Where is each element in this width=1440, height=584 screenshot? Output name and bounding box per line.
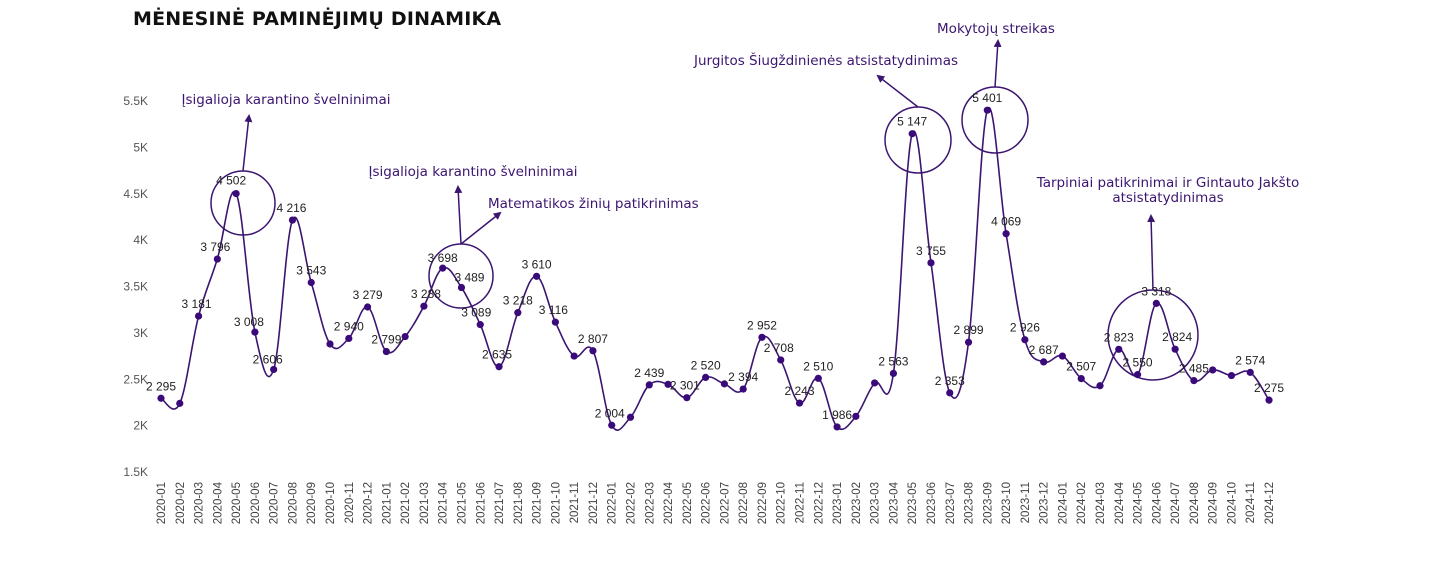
annotation-text-2021-05: Matematikos žinių patikrinimas bbox=[488, 196, 699, 212]
x-tick-label: 2023-09 bbox=[982, 482, 995, 525]
data-label-2022-03: 2 439 bbox=[634, 365, 665, 380]
x-tick-label: 2023-02 bbox=[850, 482, 863, 525]
y-tick-label: 1.5K bbox=[123, 465, 148, 479]
y-tick-label: 3.5K bbox=[123, 279, 148, 294]
data-point-2024-08 bbox=[1190, 377, 1197, 384]
x-tick-label: 2023-10 bbox=[1001, 482, 1014, 525]
data-point-2021-12 bbox=[589, 347, 596, 354]
data-label-2022-01: 2 004 bbox=[594, 406, 625, 421]
y-tick-label: 3K bbox=[133, 325, 148, 340]
x-tick-label: 2021-10 bbox=[550, 482, 563, 525]
x-tick-label: 2023-11 bbox=[1019, 482, 1032, 524]
x-tick-label: 2021-06 bbox=[475, 482, 488, 525]
x-tick-label: 2020-09 bbox=[306, 482, 319, 525]
y-axis bbox=[123, 94, 148, 479]
data-label-2022-11: 2 243 bbox=[784, 384, 815, 399]
annotation-text-2023-05: Jurgitos Šiugždinienės atsistatydinimas bbox=[693, 53, 959, 69]
data-label-2022-09: 2 952 bbox=[746, 318, 777, 333]
data-point-2021-06 bbox=[477, 321, 484, 328]
data-point-2023-09 bbox=[984, 107, 991, 114]
data-label-2021-09: 3 610 bbox=[521, 257, 552, 272]
data-point-2022-06 bbox=[702, 374, 709, 381]
data-point-2023-02 bbox=[852, 413, 859, 420]
x-tick-label: 2023-08 bbox=[963, 482, 976, 525]
x-tick-label: 2020-01 bbox=[156, 482, 168, 525]
data-label-2022-05: 2 301 bbox=[669, 378, 700, 393]
x-tick-label: 2024-01 bbox=[1057, 482, 1070, 525]
data-point-2024-06 bbox=[1153, 300, 1160, 307]
x-tick-label: 2021-03 bbox=[418, 482, 431, 525]
x-tick-label: 2024-02 bbox=[1076, 482, 1089, 525]
x-tick-label: 2022-06 bbox=[700, 482, 713, 525]
x-tick-label: 2024-04 bbox=[1113, 482, 1126, 525]
data-label-2023-04: 2 563 bbox=[878, 354, 909, 369]
annotation-arrow-2024-06 bbox=[1151, 216, 1153, 290]
x-tick-label: 2021-05 bbox=[456, 482, 469, 525]
data-label-2023-12: 2 687 bbox=[1028, 342, 1059, 357]
x-tick-label: 2020-07 bbox=[268, 482, 281, 525]
data-label-2023-09: 5 401 bbox=[972, 91, 1003, 106]
data-point-2020-08 bbox=[289, 216, 296, 223]
data-label-2024-11: 2 574 bbox=[1235, 353, 1266, 368]
data-point-2022-05 bbox=[683, 394, 690, 401]
data-point-2023-12 bbox=[1040, 358, 1047, 365]
y-tick-label: 5.5K bbox=[123, 94, 148, 108]
data-label-2022-06: 2 520 bbox=[690, 358, 721, 373]
x-tick-label: 2021-12 bbox=[587, 482, 600, 525]
annotation-arrow-2021-04 bbox=[458, 187, 461, 244]
annotation-text-2021-04: Įsigalioja karantino švelninimai bbox=[368, 164, 578, 180]
annotation-arrow-2023-09 bbox=[995, 41, 998, 87]
x-tick-label: 2020-08 bbox=[287, 482, 300, 525]
data-label-2021-03: 3 288 bbox=[410, 287, 441, 302]
data-point-2022-11 bbox=[796, 399, 803, 406]
data-label-2024-05: 2 550 bbox=[1122, 355, 1153, 370]
data-point-2022-12 bbox=[815, 375, 822, 382]
data-point-2020-04 bbox=[214, 255, 221, 262]
annotation-text-2020-05: Įsigalioja karantino švelninimai bbox=[181, 92, 391, 108]
data-point-2023-05 bbox=[909, 130, 916, 137]
data-point-2024-12 bbox=[1265, 397, 1272, 404]
data-label-2024-04: 2 823 bbox=[1103, 330, 1134, 345]
data-point-2023-10 bbox=[1003, 230, 1010, 237]
data-point-2020-03 bbox=[195, 312, 202, 319]
data-point-2024-05 bbox=[1134, 371, 1141, 378]
data-point-2024-11 bbox=[1247, 369, 1254, 376]
data-label-2024-07: 2 824 bbox=[1162, 330, 1193, 345]
x-tick-label: 2021-11 bbox=[569, 482, 582, 524]
data-label-2021-06: 3 089 bbox=[461, 305, 492, 320]
data-label-2022-10: 2 708 bbox=[763, 340, 794, 355]
data-point-2024-07 bbox=[1172, 346, 1179, 353]
data-label-2020-01: 2 295 bbox=[145, 379, 177, 394]
data-label-2021-10: 3 116 bbox=[538, 303, 568, 318]
x-tick-label: 2022-02 bbox=[625, 482, 638, 525]
data-point-2020-01 bbox=[157, 395, 164, 402]
data-label-layer bbox=[146, 91, 1284, 422]
x-tick-label: 2024-11 bbox=[1245, 482, 1258, 524]
x-tick-label: 2023-05 bbox=[907, 482, 920, 525]
x-tick-label: 2020-05 bbox=[231, 482, 244, 525]
annotation-arrow-2023-05 bbox=[878, 76, 918, 107]
data-label-2020-06: 3 008 bbox=[233, 315, 264, 330]
x-tick-label: 2020-12 bbox=[362, 482, 375, 525]
data-point-2020-12 bbox=[364, 303, 371, 310]
x-tick-label: 2023-06 bbox=[925, 482, 938, 525]
y-tick-label: 2.5K bbox=[123, 372, 148, 387]
data-point-2022-08 bbox=[740, 385, 747, 392]
x-tick-label: 2020-04 bbox=[212, 482, 225, 525]
data-point-2023-07 bbox=[946, 389, 953, 396]
data-label-2024-12: 2 275 bbox=[1254, 381, 1285, 396]
data-label-2023-08: 2 899 bbox=[953, 323, 984, 338]
data-point-2021-09 bbox=[533, 273, 540, 280]
x-tick-label: 2020-02 bbox=[174, 482, 187, 525]
data-label-2024-02: 2 507 bbox=[1066, 359, 1097, 374]
data-point-2023-06 bbox=[927, 259, 934, 266]
data-label-2020-12: 3 279 bbox=[352, 287, 383, 302]
x-tick-label: 2020-03 bbox=[193, 482, 206, 525]
data-label-2021-08: 3 218 bbox=[502, 293, 533, 308]
x-tick-label: 2023-12 bbox=[1038, 482, 1051, 525]
data-label-2024-08: 2 485 bbox=[1178, 361, 1209, 376]
data-point-2023-03 bbox=[871, 379, 878, 386]
data-point-2024-02 bbox=[1078, 375, 1085, 382]
x-tick-label: 2022-03 bbox=[644, 482, 657, 525]
x-axis bbox=[156, 481, 1276, 524]
annotation-text-2023-09: Mokytojų streikas bbox=[937, 21, 1055, 37]
data-label-2021-12: 2 807 bbox=[577, 331, 608, 346]
data-label-2022-08: 2 394 bbox=[728, 370, 759, 385]
x-tick-label: 2021-07 bbox=[494, 482, 507, 525]
data-point-2020-05 bbox=[233, 190, 240, 197]
x-tick-label: 2023-07 bbox=[944, 482, 957, 525]
x-tick-label: 2022-10 bbox=[775, 482, 788, 525]
chart-title: MĖNESINĖ PAMINĖJIMŲ DINAMIKA bbox=[133, 8, 502, 30]
data-point-2021-01 bbox=[383, 348, 390, 355]
x-tick-label: 2024-10 bbox=[1226, 482, 1239, 525]
x-tick-label: 2021-08 bbox=[512, 482, 525, 525]
data-point-2020-11 bbox=[345, 335, 352, 342]
data-point-2024-03 bbox=[1096, 382, 1103, 389]
y-tick-label: 5K bbox=[133, 140, 148, 155]
annotation-text-2024-06: Tarpiniai patikrinimai ir Gintauto Jakšto atsistatydinimas bbox=[1036, 175, 1300, 206]
data-point-2022-02 bbox=[627, 414, 634, 421]
data-point-2020-07 bbox=[270, 366, 277, 373]
data-point-2024-04 bbox=[1115, 346, 1122, 353]
data-point-2021-11 bbox=[571, 352, 578, 359]
data-label-2020-08: 4 216 bbox=[276, 201, 307, 216]
data-label-2023-07: 2 353 bbox=[934, 373, 965, 388]
data-point-2023-04 bbox=[890, 370, 897, 377]
x-tick-label: 2021-04 bbox=[437, 482, 450, 525]
data-point-2022-01 bbox=[608, 422, 615, 429]
data-point-2021-03 bbox=[420, 303, 427, 310]
data-point-2021-05 bbox=[458, 284, 465, 291]
series-line bbox=[161, 108, 1269, 430]
data-label-2020-05: 4 502 bbox=[216, 173, 247, 188]
x-tick-label: 2022-09 bbox=[756, 482, 769, 525]
x-tick-label: 2024-08 bbox=[1188, 482, 1201, 525]
x-tick-label: 2022-01 bbox=[606, 482, 619, 525]
x-tick-label: 2022-12 bbox=[813, 482, 826, 525]
data-point-2021-10 bbox=[552, 319, 559, 326]
annotation-arrow-2020-05 bbox=[243, 116, 249, 171]
data-point-2021-08 bbox=[514, 309, 521, 316]
x-tick-label: 2020-11 bbox=[343, 482, 356, 524]
x-tick-label: 2022-07 bbox=[719, 482, 732, 525]
data-label-2020-09: 3 543 bbox=[296, 263, 327, 278]
data-point-2020-09 bbox=[308, 279, 315, 286]
x-tick-label: 2023-01 bbox=[832, 482, 845, 525]
data-point-2024-10 bbox=[1228, 372, 1235, 379]
x-tick-label: 2024-09 bbox=[1207, 482, 1220, 525]
data-label-2020-03: 3 181 bbox=[181, 297, 212, 312]
data-point-2022-09 bbox=[758, 334, 765, 341]
x-tick-label: 2022-08 bbox=[738, 482, 751, 525]
x-tick-label: 2023-03 bbox=[869, 482, 882, 525]
x-tick-label: 2023-04 bbox=[888, 482, 901, 525]
data-label-2023-01: 1 986 bbox=[822, 407, 853, 422]
data-label-2021-04: 3 698 bbox=[427, 251, 458, 266]
x-tick-label: 2024-06 bbox=[1151, 482, 1164, 525]
annotation-arrow-2021-05 bbox=[461, 213, 500, 244]
x-tick-label: 2024-12 bbox=[1264, 482, 1277, 525]
data-label-2021-05: 3 489 bbox=[454, 270, 485, 285]
data-label-2020-07: 2 606 bbox=[252, 352, 283, 367]
data-label-2023-06: 3 755 bbox=[915, 243, 946, 258]
data-label-2023-10: 4 069 bbox=[991, 214, 1022, 229]
x-tick-label: 2021-01 bbox=[381, 482, 394, 525]
data-label-2021-07: 2 635 bbox=[482, 347, 513, 362]
x-tick-label: 2020-10 bbox=[325, 482, 338, 525]
data-point-2020-02 bbox=[176, 400, 183, 407]
data-point-2023-01 bbox=[833, 423, 840, 430]
y-tick-label: 2K bbox=[133, 418, 148, 433]
x-tick-label: 2022-11 bbox=[794, 482, 807, 524]
x-tick-label: 2024-05 bbox=[1132, 482, 1145, 525]
x-tick-label: 2024-03 bbox=[1095, 482, 1107, 525]
data-label-2020-11: 2 940 bbox=[333, 319, 364, 334]
y-tick-label: 4K bbox=[133, 233, 148, 248]
data-label-2022-12: 2 510 bbox=[803, 359, 834, 374]
data-point-2024-09 bbox=[1209, 366, 1216, 373]
data-point-2022-03 bbox=[646, 381, 653, 388]
data-point-2021-02 bbox=[402, 333, 409, 340]
x-tick-label: 2021-02 bbox=[400, 482, 413, 525]
data-point-2023-08 bbox=[965, 339, 972, 346]
data-label-2020-04: 3 796 bbox=[200, 240, 231, 255]
x-tick-label: 2024-07 bbox=[1170, 482, 1183, 525]
data-label-2023-05: 5 147 bbox=[897, 114, 928, 129]
data-label-2024-06: 3 318 bbox=[1141, 284, 1172, 299]
y-tick-label: 4.5K bbox=[123, 186, 148, 201]
data-point-2020-06 bbox=[251, 329, 258, 336]
x-tick-label: 2020-06 bbox=[249, 482, 262, 525]
data-label-2021-01: 2 799 bbox=[371, 332, 402, 347]
x-tick-label: 2022-05 bbox=[681, 482, 694, 525]
data-point-2021-04 bbox=[439, 265, 446, 272]
x-tick-label: 2022-04 bbox=[663, 482, 676, 525]
data-point-2024-01 bbox=[1059, 352, 1066, 359]
x-tick-label: 2021-09 bbox=[531, 482, 544, 525]
data-label-2023-11: 2 926 bbox=[1009, 320, 1040, 335]
series-line-layer bbox=[161, 108, 1269, 430]
data-point-2022-10 bbox=[777, 356, 784, 363]
data-point-2020-10 bbox=[326, 340, 333, 347]
data-point-2023-11 bbox=[1021, 336, 1028, 343]
data-point-2021-07 bbox=[495, 363, 502, 370]
data-point-2022-07 bbox=[721, 380, 728, 387]
